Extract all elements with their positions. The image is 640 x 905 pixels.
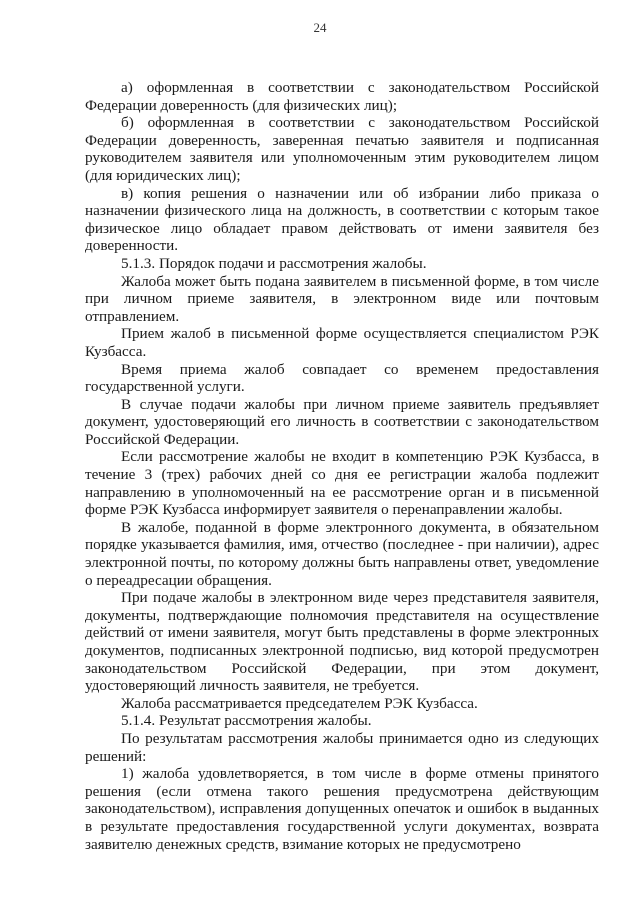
paragraph-decision-1: 1) жалоба удовлетворяется, в том числе в форме отмены принятого решения (если отмена такого решения предусмотрена действующим законодательством), исправления допущенных опечаток и ошибок в выданных в результате предоставления государственной услуги документах, возврата заявителю денежных средств, взимание которых не предусмотрено xyxy=(85,765,599,853)
paragraph-representative: При подаче жалобы в электронном виде через представителя заявителя, документы, подтверждающие полномочия представителя на осуществление действий от имени заявителя, могут быть представлены в форме электронных документов, подписанных электронной подписью, вид которой предусмотрен законодательством Российской Федерации, при этом документ, удостоверяющий личность заявителя, не требуется. xyxy=(85,589,599,695)
section-heading-5-1-3: 5.1.3. Порядок подачи и рассмотрения жалобы. xyxy=(121,254,427,272)
section-heading-5-1-4: 5.1.4. Результат рассмотрения жалобы. xyxy=(121,712,372,730)
paragraph-c-appointment-decision-copy: в) копия решения о назначении или об избрании либо приказа о назначении физического лица на должность, в соответствии с которым такое физическое лицо обладает правом действовать от имени заявителя без доверенности. xyxy=(85,184,599,255)
paragraph-identity-document: В случае подачи жалобы при личном приеме заявитель предъявляет документ, удостоверяющий его личность в соответствии с законодательством Российской Федерации. xyxy=(85,395,599,448)
paragraph-electronic-complaint: В жалобе, поданной в форме электронного документа, в обязательном порядке указывается фамилия, имя, отчество (последнее - при наличии), адрес электронной почты, по которому должны быть направлены ответ, уведомление о переадресации обращения. xyxy=(85,518,599,589)
paragraph-written-complaints: Прием жалоб в письменной форме осуществляется специалистом РЭК Кузбасса. xyxy=(85,325,599,360)
paragraph-redirection: Если рассмотрение жалобы не входит в компетенцию РЭК Кузбасса, в течение 3 (трех) рабочих дней со дня ее регистрации жалоба подлежит направлению в уполномоченный на ее рассмотрение орган и в письменной форме РЭК Кузбасса информирует заявителя о перенаправлении жалобы. xyxy=(85,448,599,519)
paragraph-a-individual-power-of-attorney: а) оформленная в соответствии с законодательством Российской Федерации доверенность (для физических лиц); xyxy=(85,79,599,114)
paragraph-decisions-intro: По результатам рассмотрения жалобы принимается одно из следующих решений: xyxy=(85,729,599,765)
paragraph-complaint-submission: Жалоба может быть подана заявителем в письменной форме, в том числе при личном приеме заявителя, в электронном виде или почтовым отправлением. xyxy=(85,272,599,325)
document-body xyxy=(85,79,599,853)
paragraph-b-legal-entity-power-of-attorney: б) оформленная в соответствии с законодательством Российской Федерации доверенность, заверенная печатью заявителя и подписанная руководителем заявителя или уполномоченным этим руководителем лицом (для юридических лиц); xyxy=(85,114,599,184)
paragraph-reception-time: Время приема жалоб совпадает со временем предоставления государственной услуги. xyxy=(85,360,599,396)
paragraph-chairman-review: Жалоба рассматривается председателем РЭК Кузбасса. xyxy=(121,694,478,712)
page-number: 24 xyxy=(313,20,327,35)
